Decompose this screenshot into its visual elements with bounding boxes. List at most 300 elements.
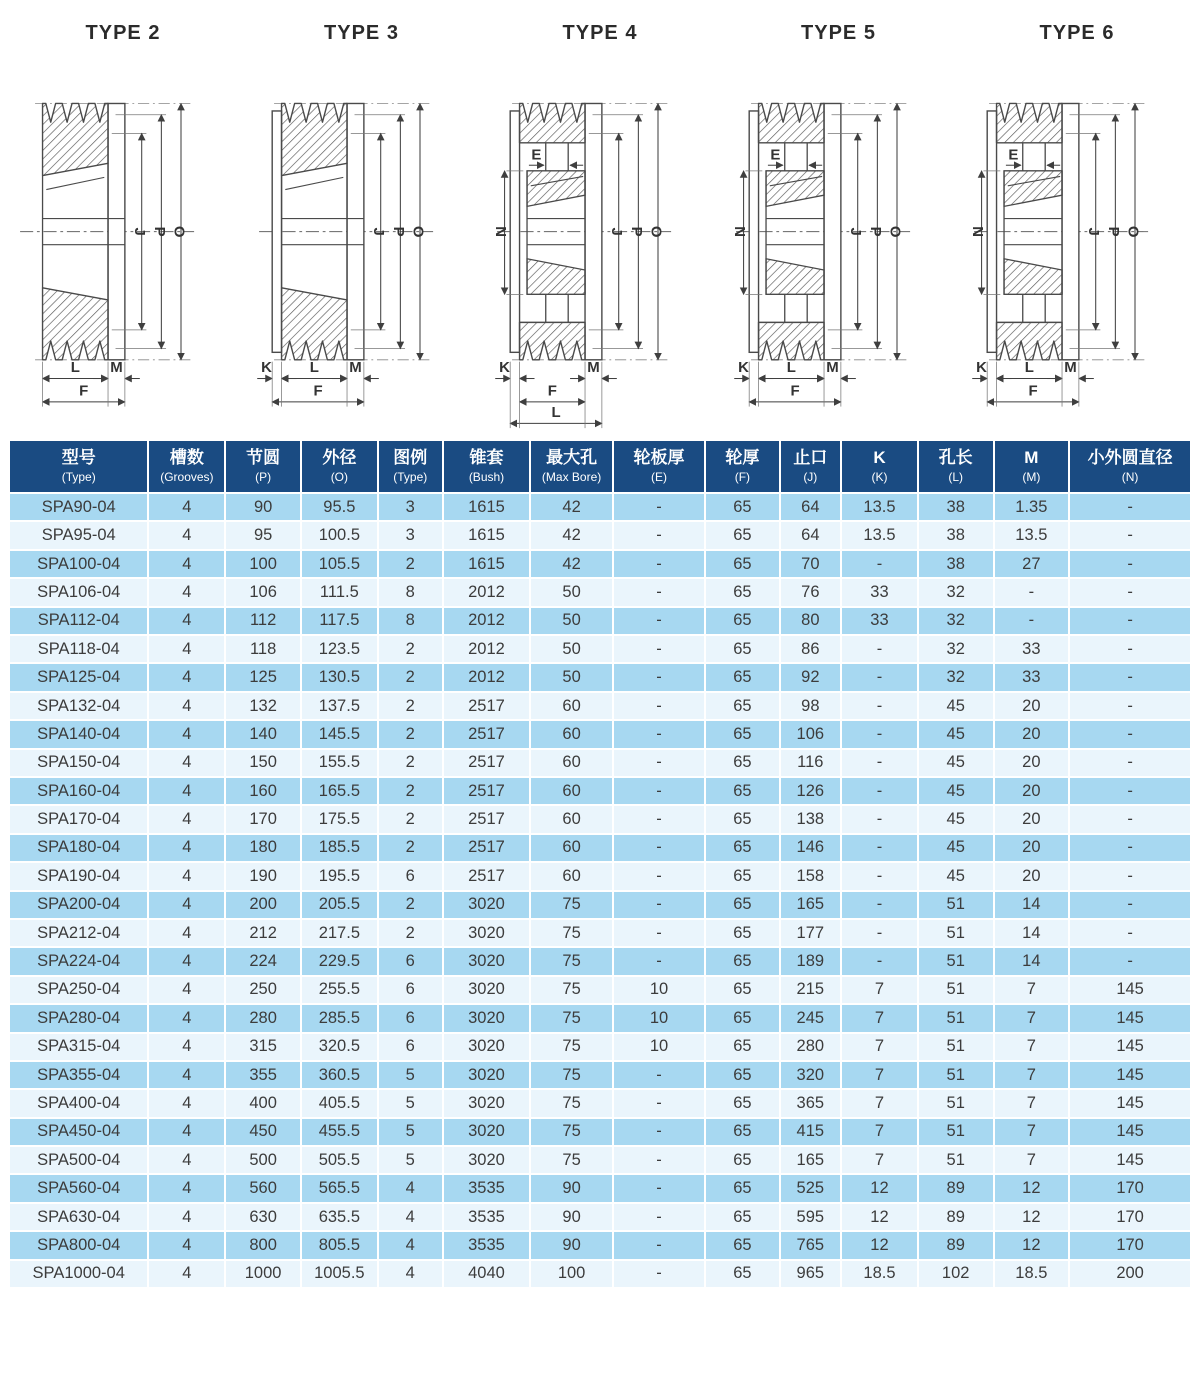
value-cell: 4	[148, 805, 225, 833]
value-cell: 51	[918, 1146, 994, 1174]
value-cell: 2517	[443, 805, 530, 833]
dim-label-L: L	[309, 358, 319, 376]
dim-label-K: K	[976, 358, 987, 376]
model-cell: SPA170-04	[9, 805, 148, 833]
table-row	[9, 976, 1191, 1004]
value-cell: 2012	[443, 578, 530, 606]
value-cell: 45	[918, 749, 994, 777]
value-cell: 50	[530, 607, 613, 635]
model-cell: SPA106-04	[9, 578, 148, 606]
dim-label-J: J	[131, 227, 149, 236]
pulley-drawing-type-5	[723, 45, 955, 437]
value-cell: 100.5	[301, 521, 378, 549]
value-cell: -	[1069, 891, 1191, 919]
table-row	[9, 805, 1191, 833]
dim-label-O: O	[408, 225, 426, 238]
table-row	[9, 550, 1191, 578]
value-cell: 75	[530, 1004, 613, 1032]
value-cell: 60	[530, 862, 613, 890]
value-cell: 112	[225, 607, 301, 635]
hub-section-top	[1004, 171, 1062, 207]
dim-label-K: K	[737, 358, 749, 376]
table-head-row	[9, 440, 1191, 493]
value-cell: 117.5	[301, 607, 378, 635]
value-cell: 4	[148, 607, 225, 635]
value-cell: 65	[705, 1089, 779, 1117]
value-cell: 65	[705, 1118, 779, 1146]
column-header-m: M (M)	[994, 440, 1070, 493]
value-cell: -	[1069, 862, 1191, 890]
dim-label-P: P	[389, 226, 407, 237]
model-cell: SPA150-04	[9, 749, 148, 777]
value-cell: 38	[918, 521, 994, 549]
pulley-drawing-type-3	[246, 45, 478, 437]
value-cell: 65	[705, 1004, 779, 1032]
value-cell: 75	[530, 947, 613, 975]
value-cell: 7	[994, 1089, 1070, 1117]
value-cell: 145.5	[301, 720, 378, 748]
value-cell: 455.5	[301, 1118, 378, 1146]
value-cell: 2012	[443, 663, 530, 691]
value-cell: 12	[841, 1203, 918, 1231]
dim-label-F: F	[547, 382, 557, 400]
value-cell: 4	[378, 1203, 443, 1231]
value-cell: -	[841, 749, 918, 777]
table-row	[9, 607, 1191, 635]
value-cell: -	[613, 493, 705, 521]
value-cell: 65	[705, 521, 779, 549]
value-cell: 70	[780, 550, 841, 578]
value-cell: 4	[148, 862, 225, 890]
value-cell: 3020	[443, 1146, 530, 1174]
value-cell: 3535	[443, 1231, 530, 1259]
table-row	[9, 1260, 1191, 1288]
value-cell: 158	[780, 862, 841, 890]
value-cell: -	[994, 607, 1070, 635]
model-cell: SPA118-04	[9, 635, 148, 663]
value-cell: 76	[780, 578, 841, 606]
value-cell: 4	[148, 919, 225, 947]
value-cell: -	[1069, 749, 1191, 777]
value-cell: 205.5	[301, 891, 378, 919]
value-cell: 4	[148, 1146, 225, 1174]
value-cell: 200	[1069, 1260, 1191, 1288]
value-cell: 3020	[443, 1118, 530, 1146]
value-cell: 20	[994, 805, 1070, 833]
value-cell: 8	[378, 578, 443, 606]
value-cell: 190	[225, 862, 301, 890]
value-cell: 65	[705, 493, 779, 521]
value-cell: -	[613, 607, 705, 635]
value-cell: 565.5	[301, 1174, 378, 1202]
value-cell: 195.5	[301, 862, 378, 890]
value-cell: 3020	[443, 891, 530, 919]
value-cell: -	[1069, 550, 1191, 578]
model-cell: SPA500-04	[9, 1146, 148, 1174]
value-cell: 20	[994, 862, 1070, 890]
value-cell: 965	[780, 1260, 841, 1288]
value-cell: 4	[378, 1231, 443, 1259]
value-cell: -	[613, 891, 705, 919]
value-cell: 5	[378, 1146, 443, 1174]
dim-label-P: P	[150, 226, 168, 237]
value-cell: 180	[225, 834, 301, 862]
value-cell: 170	[1069, 1203, 1191, 1231]
value-cell: 280	[780, 1033, 841, 1061]
dim-label-F: F	[79, 382, 89, 400]
value-cell: 65	[705, 947, 779, 975]
spec-table	[8, 439, 1192, 1289]
value-cell: 111.5	[301, 578, 378, 606]
value-cell: 5	[378, 1118, 443, 1146]
value-cell: -	[1069, 777, 1191, 805]
value-cell: 505.5	[301, 1146, 378, 1174]
model-cell: SPA180-04	[9, 834, 148, 862]
value-cell: 2	[378, 635, 443, 663]
value-cell: 4	[148, 635, 225, 663]
value-cell: 280	[225, 1004, 301, 1032]
dim-label-O: O	[1124, 225, 1142, 238]
model-cell: SPA250-04	[9, 976, 148, 1004]
dim-label-J: J	[1085, 227, 1103, 236]
table-row	[9, 1118, 1191, 1146]
dim-label-L: L	[551, 403, 561, 421]
dim-label-K: K	[499, 358, 510, 376]
value-cell: -	[613, 1260, 705, 1288]
dim-label-F: F	[312, 382, 323, 400]
value-cell: 32	[918, 578, 994, 606]
value-cell: 365	[780, 1089, 841, 1117]
column-header-bush: 锥套 (Bush)	[443, 440, 530, 493]
value-cell: 3	[378, 493, 443, 521]
value-cell: 165.5	[301, 777, 378, 805]
value-cell: 4	[148, 1033, 225, 1061]
value-cell: 765	[780, 1231, 841, 1259]
value-cell: 2	[378, 550, 443, 578]
value-cell: -	[613, 663, 705, 691]
value-cell: 2517	[443, 834, 530, 862]
value-cell: -	[841, 834, 918, 862]
value-cell: 405.5	[301, 1089, 378, 1117]
value-cell: -	[1069, 663, 1191, 691]
model-cell: SPA90-04	[9, 493, 148, 521]
value-cell: 285.5	[301, 1004, 378, 1032]
table-row	[9, 749, 1191, 777]
value-cell: 20	[994, 692, 1070, 720]
model-cell: SPA125-04	[9, 663, 148, 691]
value-cell: 65	[705, 834, 779, 862]
value-cell: 4	[148, 891, 225, 919]
value-cell: 5	[378, 1061, 443, 1089]
value-cell: 51	[918, 1004, 994, 1032]
value-cell: 3020	[443, 976, 530, 1004]
value-cell: 90	[530, 1174, 613, 1202]
value-cell: 145	[1069, 1061, 1191, 1089]
value-cell: 4040	[443, 1260, 530, 1288]
table-row	[9, 663, 1191, 691]
column-header-l: 孔长 (L)	[918, 440, 994, 493]
value-cell: 415	[780, 1118, 841, 1146]
column-header-type: 图例 (Type)	[378, 440, 443, 493]
dim-label-P: P	[627, 226, 645, 237]
value-cell: 320	[780, 1061, 841, 1089]
value-cell: 65	[705, 663, 779, 691]
value-cell: 525	[780, 1174, 841, 1202]
value-cell: 102	[918, 1260, 994, 1288]
value-cell: 130.5	[301, 663, 378, 691]
value-cell: 60	[530, 777, 613, 805]
column-header-maxbore: 最大孔 (Max Bore)	[530, 440, 613, 493]
dim-label-M: M	[587, 358, 600, 376]
diagram-title: TYPE 2	[85, 22, 161, 44]
spec-table-wrap	[0, 439, 1200, 1289]
value-cell: 106	[780, 720, 841, 748]
value-cell: 4	[378, 1174, 443, 1202]
value-cell: 51	[918, 1061, 994, 1089]
pulley-drawing-type-2	[7, 45, 239, 437]
value-cell: 229.5	[301, 947, 378, 975]
value-cell: -	[1069, 607, 1191, 635]
value-cell: 315	[225, 1033, 301, 1061]
value-cell: 145	[1069, 1004, 1191, 1032]
value-cell: 42	[530, 493, 613, 521]
value-cell: 500	[225, 1146, 301, 1174]
value-cell: 10	[613, 976, 705, 1004]
diagram-title: TYPE 6	[1039, 22, 1115, 44]
dim-label-L: L	[70, 358, 80, 376]
model-cell: SPA132-04	[9, 692, 148, 720]
value-cell: 65	[705, 1033, 779, 1061]
value-cell: 65	[705, 862, 779, 890]
table-row	[9, 834, 1191, 862]
dim-label-M: M	[348, 358, 362, 376]
value-cell: 60	[530, 692, 613, 720]
value-cell: 2	[378, 777, 443, 805]
value-cell: 51	[918, 947, 994, 975]
value-cell: 2	[378, 692, 443, 720]
model-cell: SPA560-04	[9, 1174, 148, 1202]
value-cell: 125	[225, 663, 301, 691]
value-cell: 2517	[443, 692, 530, 720]
value-cell: 33	[841, 607, 918, 635]
value-cell: 65	[705, 976, 779, 1004]
value-cell: 60	[530, 720, 613, 748]
value-cell: 45	[918, 805, 994, 833]
value-cell: 60	[530, 749, 613, 777]
value-cell: 20	[994, 720, 1070, 748]
value-cell: 217.5	[301, 919, 378, 947]
value-cell: 123.5	[301, 635, 378, 663]
hub-section-top	[766, 171, 824, 207]
value-cell: 140	[225, 720, 301, 748]
value-cell: 18.5	[994, 1260, 1070, 1288]
value-cell: -	[613, 720, 705, 748]
value-cell: 2	[378, 805, 443, 833]
value-cell: 4	[148, 1260, 225, 1288]
value-cell: 4	[148, 777, 225, 805]
value-cell: 42	[530, 521, 613, 549]
model-cell: SPA630-04	[9, 1203, 148, 1231]
value-cell: 165	[780, 891, 841, 919]
value-cell: 2517	[443, 749, 530, 777]
model-cell: SPA280-04	[9, 1004, 148, 1032]
value-cell: -	[613, 834, 705, 862]
dim-label-E: E	[531, 146, 542, 164]
pulley-drawing-type-6	[961, 45, 1193, 437]
value-cell: 4	[148, 947, 225, 975]
column-header-j: 止口 (J)	[780, 440, 841, 493]
table-row	[9, 1146, 1191, 1174]
value-cell: -	[613, 919, 705, 947]
value-cell: 224	[225, 947, 301, 975]
table-row	[9, 947, 1191, 975]
value-cell: -	[841, 919, 918, 947]
value-cell: 4	[148, 578, 225, 606]
dim-label-J: J	[369, 227, 387, 236]
value-cell: -	[613, 521, 705, 549]
model-cell: SPA112-04	[9, 607, 148, 635]
model-cell: SPA100-04	[9, 550, 148, 578]
value-cell: 65	[705, 607, 779, 635]
value-cell: 65	[705, 1174, 779, 1202]
value-cell: 3020	[443, 919, 530, 947]
value-cell: 2517	[443, 862, 530, 890]
value-cell: 95	[225, 521, 301, 549]
value-cell: 4	[148, 493, 225, 521]
model-cell: SPA190-04	[9, 862, 148, 890]
value-cell: 106	[225, 578, 301, 606]
value-cell: 1000	[225, 1260, 301, 1288]
dim-label-L: L	[786, 358, 796, 376]
diagram-title: TYPE 4	[562, 22, 638, 44]
value-cell: 7	[994, 1033, 1070, 1061]
value-cell: -	[841, 692, 918, 720]
value-cell: 4	[148, 749, 225, 777]
value-cell: 6	[378, 947, 443, 975]
value-cell: 65	[705, 1203, 779, 1231]
value-cell: 32	[918, 663, 994, 691]
value-cell: 118	[225, 635, 301, 663]
value-cell: 75	[530, 1033, 613, 1061]
value-cell: 400	[225, 1089, 301, 1117]
value-cell: 38	[918, 493, 994, 521]
value-cell: -	[841, 720, 918, 748]
dim-label-N: N	[969, 226, 987, 238]
value-cell: 65	[705, 578, 779, 606]
value-cell: 7	[841, 1089, 918, 1117]
value-cell: 5	[378, 1089, 443, 1117]
value-cell: -	[1069, 578, 1191, 606]
rim-section-top	[43, 103, 108, 175]
value-cell: 14	[994, 891, 1070, 919]
rim-section-bottom	[520, 322, 585, 359]
value-cell: 1005.5	[301, 1260, 378, 1288]
value-cell: 212	[225, 919, 301, 947]
value-cell: 6	[378, 976, 443, 1004]
value-cell: -	[841, 805, 918, 833]
value-cell: 12	[841, 1231, 918, 1259]
dim-label-M: M	[1064, 358, 1077, 376]
value-cell: 89	[918, 1231, 994, 1259]
value-cell: 4	[148, 720, 225, 748]
value-cell: 4	[378, 1260, 443, 1288]
value-cell: -	[613, 1203, 705, 1231]
value-cell: 3535	[443, 1203, 530, 1231]
value-cell: 51	[918, 976, 994, 1004]
value-cell: 2012	[443, 607, 530, 635]
table-row	[9, 692, 1191, 720]
model-cell: SPA400-04	[9, 1089, 148, 1117]
table-row	[9, 919, 1191, 947]
value-cell: 595	[780, 1203, 841, 1231]
value-cell: -	[613, 692, 705, 720]
diagram-type-3	[243, 10, 481, 437]
table-row	[9, 1033, 1191, 1061]
table-head	[9, 440, 1191, 493]
value-cell: 12	[994, 1203, 1070, 1231]
value-cell: 65	[705, 1061, 779, 1089]
rim-section-top	[758, 103, 823, 142]
value-cell: 13.5	[994, 521, 1070, 549]
value-cell: 65	[705, 1260, 779, 1288]
value-cell: 175.5	[301, 805, 378, 833]
value-cell: 60	[530, 834, 613, 862]
value-cell: 65	[705, 635, 779, 663]
diagram-type-6	[958, 10, 1196, 437]
value-cell: 45	[918, 777, 994, 805]
table-body	[9, 493, 1191, 1288]
value-cell: 65	[705, 720, 779, 748]
dim-label-J: J	[846, 227, 864, 236]
value-cell: 7	[994, 1118, 1070, 1146]
value-cell: 33	[841, 578, 918, 606]
value-cell: 630	[225, 1203, 301, 1231]
value-cell: 150	[225, 749, 301, 777]
value-cell: 170	[225, 805, 301, 833]
value-cell: -	[1069, 720, 1191, 748]
rim-section-top	[520, 103, 585, 142]
value-cell: 805.5	[301, 1231, 378, 1259]
value-cell: -	[613, 862, 705, 890]
value-cell: 3	[378, 521, 443, 549]
value-cell: 65	[705, 805, 779, 833]
value-cell: 33	[994, 635, 1070, 663]
hub-section-bottom	[766, 259, 824, 295]
value-cell: -	[994, 578, 1070, 606]
value-cell: 2	[378, 834, 443, 862]
value-cell: 165	[780, 1146, 841, 1174]
value-cell: 200	[225, 891, 301, 919]
value-cell: 98	[780, 692, 841, 720]
value-cell: 42	[530, 550, 613, 578]
value-cell: 50	[530, 663, 613, 691]
table-row	[9, 521, 1191, 549]
value-cell: -	[613, 550, 705, 578]
value-cell: 170	[1069, 1231, 1191, 1259]
dim-label-P: P	[1104, 226, 1122, 237]
value-cell: 160	[225, 777, 301, 805]
value-cell: 155.5	[301, 749, 378, 777]
value-cell: 7	[841, 1146, 918, 1174]
value-cell: 250	[225, 976, 301, 1004]
dim-label-N: N	[730, 226, 748, 238]
pulley-drawing-type-4	[484, 45, 716, 437]
value-cell: 3020	[443, 947, 530, 975]
table-row	[9, 777, 1191, 805]
value-cell: 355	[225, 1061, 301, 1089]
value-cell: 32	[918, 607, 994, 635]
value-cell: -	[613, 805, 705, 833]
